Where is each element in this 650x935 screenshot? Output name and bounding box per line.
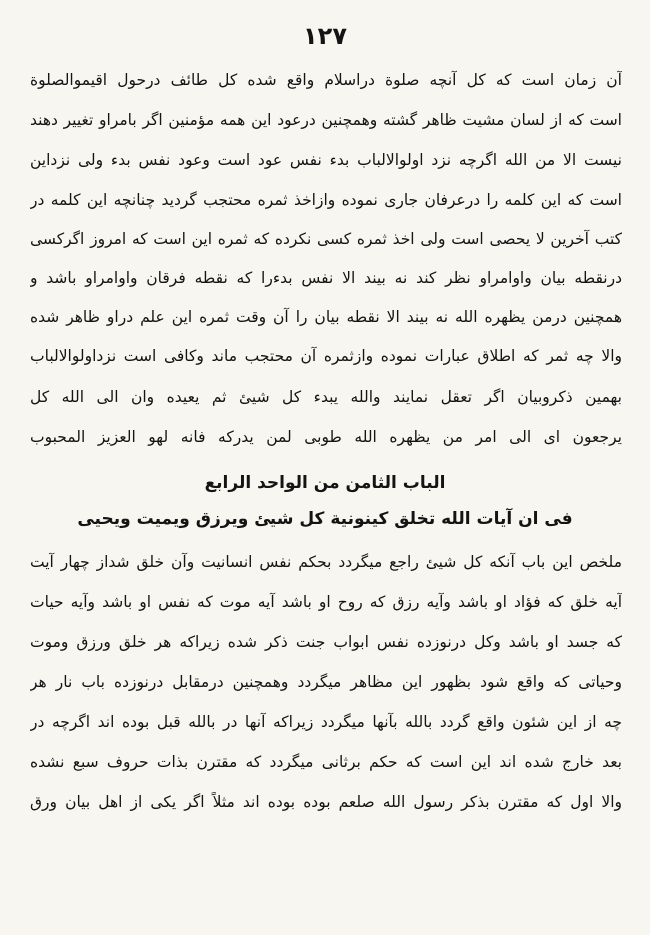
text-line: یرجعون ای الی امر من یظهره الله طوبی لمن یدرکه فانه لهو العزیز المحبوب bbox=[30, 428, 622, 446]
chapter-subheading: فی ان آیات الله تخلق کینونیة کل شیئ ویرزق ویمیت ویحیی bbox=[77, 509, 573, 529]
text-line: آن زمان است که کل آنچه صلوة دراسلام واقع شده کل طائف درحول اقیموالصلوة bbox=[30, 71, 622, 89]
text-line: وحیاتی که واقع شود بظهور این مظاهر میگردد وهمچنین درمقابل درنوزده باب نار هر bbox=[30, 673, 622, 691]
text-line: والا چه ثمر که اطلاق عبارات نموده وازثمره آن محتجب ماند وکافی است نزداولوالالباب bbox=[30, 347, 622, 365]
text-line: نیست الا من الله اگرچه نزد اولوالالباب بدء نفس عود است وعود نفس بدء ولی نزداین bbox=[30, 151, 622, 169]
text-line: بعد خارج شده اند این است که حکم برثانی میگردد که مقترن بذات حروف سبع نشده bbox=[30, 753, 622, 771]
text-line: ملخص این باب آنکه کل شیئ راجع میگردد بحکم نفس انسانیت وآن خلق شداز چهار آیت bbox=[30, 553, 622, 571]
text-line: که جسد او باشد وکل درنوزده نفس ابواب جنت ذکر شده زیراکه هر خلق ورزق وموت bbox=[30, 633, 622, 651]
text-line: است که این کلمه را درعرفان جاری نموده وازاخذ ثمره محتجب گردید چنانچه این کلمه در bbox=[30, 191, 622, 209]
chapter-heading: الباب الثامن من الواحد الرابع bbox=[204, 473, 446, 493]
text-line: همچنین درمن یظهره الله نه بیند الا نقطه بیان را آن وقت ثمره این علم دراو ظاهر شده bbox=[30, 308, 622, 326]
text-line: بهمین ذکروبیان اگر تعقل نمایند والله یبدء کل شیئ ثم یعیده وان الی الله کل bbox=[30, 388, 622, 406]
text-line: درنقطه بیان واوامراو نظر کند نه بیند الا نفس بدءرا که نقطه فرقان واوامراو باشد و bbox=[30, 269, 622, 287]
text-line: چه از این شئون واقع گردد بالله بآنها میگردد زیراکه آنها در بالله قبل بوده اند اگرچه در bbox=[30, 713, 622, 731]
text-line: است که از لسان مشیت ظاهر گشته وهمچنین درعود این همه مؤمنین اگر بامراو تغییر دهند bbox=[30, 111, 622, 129]
page-number: ۱۲۷ bbox=[303, 22, 347, 50]
text-line: آیه خلق که فؤاد او باشد وآیه رزق که روح او باشد آیه موت که نفس او باشد وآیه حیات bbox=[30, 593, 622, 611]
text-line: والا اول که مقترن بذکر رسول الله صلعم بوده بوده اند مثلاً اگر یکی از اهل بیان ورق bbox=[30, 793, 622, 811]
text-line: کتب آخرین لا یحصی است ولی اخذ ثمره کسی نکرده که ثمره این است که امروز اگرکسی bbox=[30, 230, 622, 248]
